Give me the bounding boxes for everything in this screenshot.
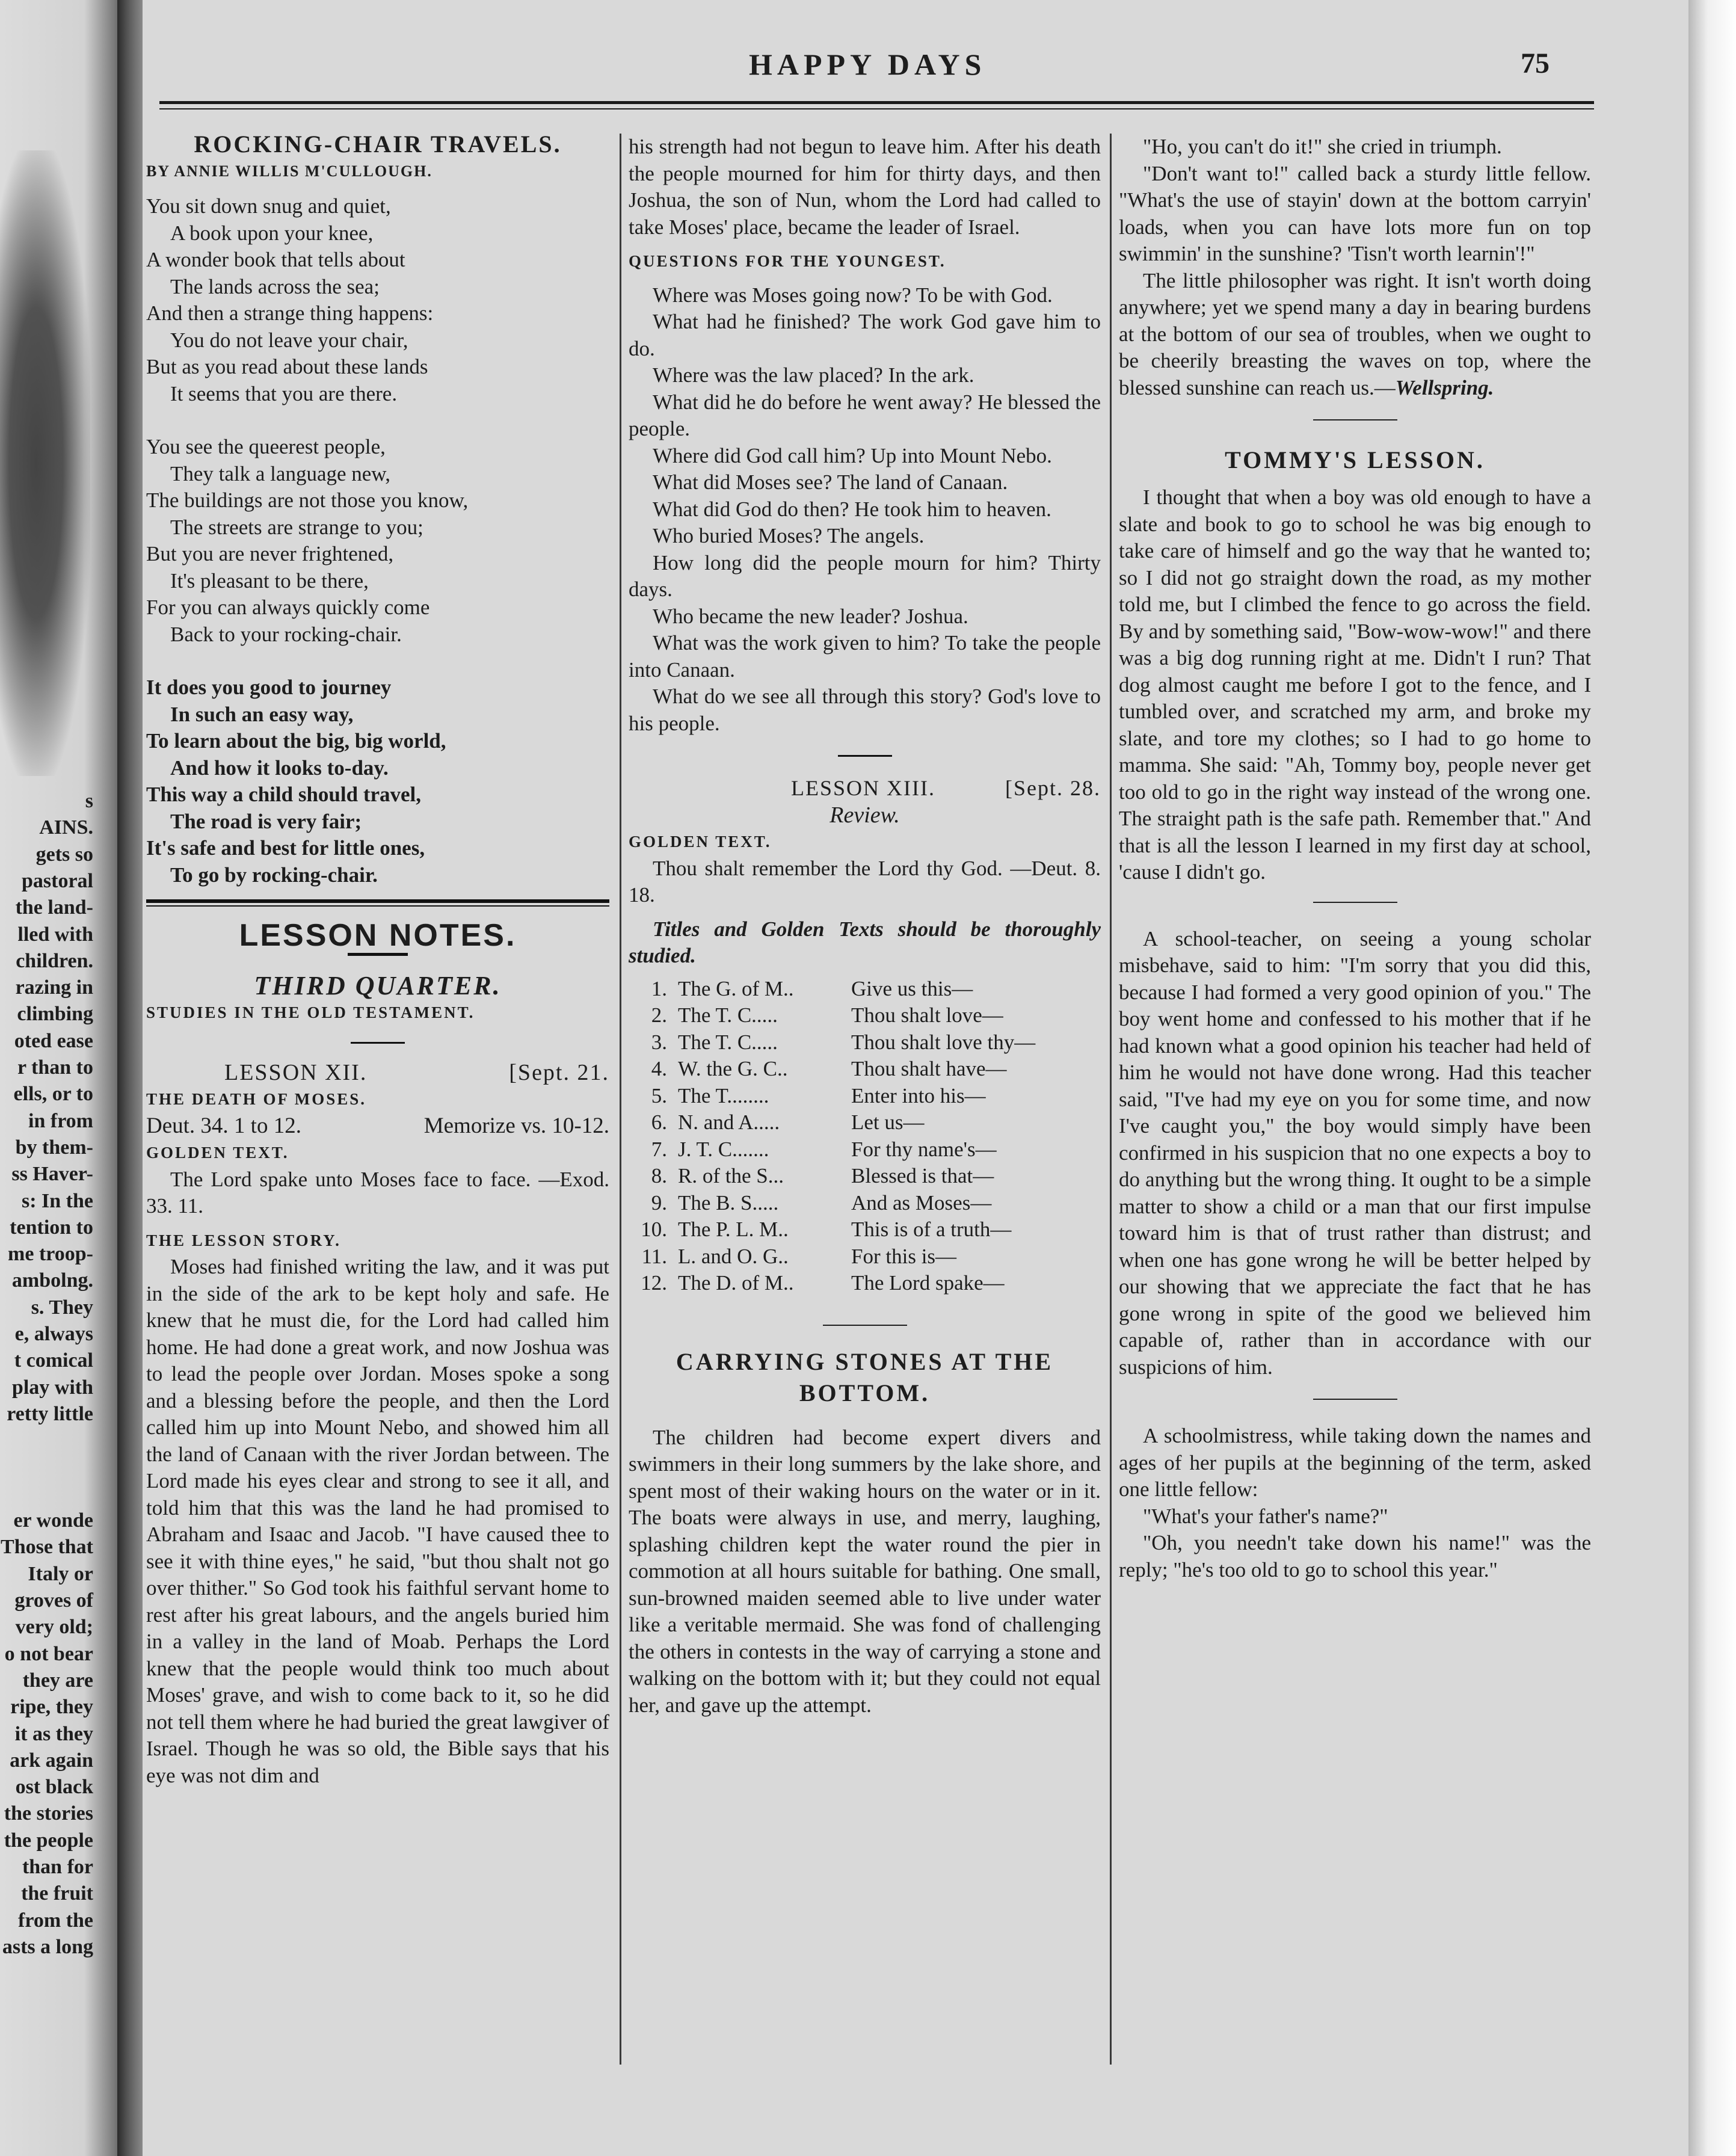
- review-number: 3.: [651, 1030, 667, 1054]
- quarter-heading: THIRD QUARTER.: [254, 970, 502, 1000]
- facing-page-fragment: er wonde: [13, 1509, 93, 1532]
- review-number: 7.: [651, 1137, 667, 1161]
- facing-page-fragment: play with: [11, 1376, 93, 1399]
- header-rule-thin: [159, 108, 1594, 109]
- facing-page-fragment: retty little: [7, 1402, 93, 1425]
- school-teacher-text: A school-teacher, on seeing a young scholar misbehave, said to him: "I'm sorry that you did this, because I had formed a very good opinion of you." The boy went home and confessed to his mother that if he had known what a good opinion his teacher had held of him he would not have done wrong. Had this teacher said, "I've had my eye on you for some time, and now I've caught you," the boy would simply have been confirmed in his suspicion that no one expects a boy to do anything but the wrong thing. It ought to be a simple matter to show a child or a man that our first impulse toward him is that of trust rather than distrust; and when one has gone wrong he will be better helped by our showing that we appreciate the fact that he has gone wrong in spite of the good we believed him capable of, rather than in accordance with our suspicions of him.: [1119, 926, 1591, 1379]
- divider: [1313, 902, 1397, 903]
- poem-line: This way a child should travel,: [146, 783, 422, 806]
- facing-page-fragment: asts a long: [2, 1935, 93, 1958]
- question-item: What do we see all through this story? God's love to his people.: [629, 685, 1101, 735]
- facing-page-fragment: ambolng.: [11, 1269, 93, 1292]
- lesson-reference: Deut. 34. 1 to 12.: [146, 1113, 301, 1138]
- facing-page-fragment: tention to: [10, 1216, 93, 1239]
- review-abbrev: L. and O. G..: [678, 1244, 789, 1268]
- review-abbrev: The D. of M..: [678, 1271, 794, 1295]
- question-item: What had he finished? The work God gave him to do.: [629, 310, 1101, 360]
- review-cue: This is of a truth—: [851, 1218, 1012, 1241]
- page-edge: [1688, 0, 1736, 2156]
- question-item: Who buried Moses? The angels.: [653, 524, 925, 547]
- carrying-stones-moral: The little philosopher was right. It isn't worth doing anywhere; yet we spend many a day in bearing burdens at the bottom of our sea of troubles, when we ought to be cheerily breasting the waves on top, where the blessed sunshine can reach us.—: [1119, 268, 1591, 399]
- poem-byline: BY ANNIE WILLIS M'CULLOUGH.: [146, 162, 432, 180]
- column-rule-2: [1110, 134, 1112, 2065]
- poem-line: In such an easy way,: [170, 702, 354, 726]
- poem-line: Back to your rocking-chair.: [170, 622, 402, 646]
- facing-page-fragment: children.: [16, 949, 93, 972]
- question-item: Where was Moses going now? To be with God.: [653, 283, 1053, 307]
- facing-page-fragment: by them-: [15, 1136, 93, 1159]
- review-item: [629, 1056, 1101, 1083]
- poem-line: To go by rocking-chair.: [170, 863, 378, 887]
- column-3: [1119, 134, 1591, 1583]
- review-item: [629, 1163, 1101, 1190]
- lesson-number: LESSON XII.: [224, 1059, 368, 1085]
- page-number: 75: [1521, 48, 1550, 79]
- poem-line: It does you good to journey: [146, 676, 392, 699]
- review-item: [629, 1216, 1101, 1243]
- poem-line: The streets are strange to you;: [170, 515, 423, 539]
- review-item: [629, 1083, 1101, 1110]
- facing-page-illustration: [0, 150, 90, 776]
- review-cue: Give us this—: [851, 976, 973, 1000]
- facing-page-fragment: pastoral: [22, 869, 93, 892]
- review-item: [629, 1002, 1101, 1029]
- review-item: [629, 976, 1101, 1003]
- poem-stanza: [146, 193, 609, 407]
- running-header: HAPPY DAYS: [749, 48, 987, 81]
- poem-line: But you are never frightened,: [146, 542, 394, 565]
- poem-stanza: [146, 434, 609, 648]
- lesson-story: Moses had finished writing the law, and it was put in the side of the ark to be kept holy and safe. He knew that he must die, for the Lord had called him home. He had done a great work, and now Joshua was to lead the people over Jordan. Moses spoke a song and a blessing before the people, and then the Lord called him up into Mount Nebo, and showed him all the land of Canaan with the river Jordan between. The Lord made his eyes clear and strong to see it all, and told him that this was the land he had promised to Abraham and Isaac and Jacob. "I have caused thee to see it with thine eyes," he said, "but thou shalt not go over thither." So God took his faithful servant home to rest after his great labours, and the angels buried him in a valley in the land of Moab. Perhaps the Lord knew that the people would think too much about Moses' grave, and wish to come back to it, so he did not tell them where he had buried the great lawgiver of Israel. Though he was so old, the Bible says that his eye was not dim and: [146, 1255, 609, 1787]
- poem-line: You see the queerest people,: [146, 435, 386, 458]
- question-item: What did God do then? He took him to heaven.: [653, 497, 1051, 521]
- question-item: Who became the new leader? Joshua.: [653, 604, 968, 628]
- review-abbrev: R. of the S...: [678, 1164, 784, 1187]
- column-rule-1: [620, 134, 621, 2065]
- facing-page-fragment: groves of: [14, 1589, 93, 1612]
- poem-line: The buildings are not those you know,: [146, 488, 469, 512]
- facing-page-fragment: from the: [18, 1909, 93, 1932]
- review-abbrev: The T........: [678, 1083, 769, 1107]
- facing-page-fragment: oted ease: [14, 1029, 93, 1052]
- review-number: 4.: [651, 1057, 667, 1080]
- heading-rule: [348, 953, 408, 956]
- column-1: [146, 131, 609, 1789]
- divider: [351, 1042, 405, 1044]
- golden-text: The Lord spake unto Moses face to face. —Exod. 33. 11.: [146, 1167, 609, 1218]
- golden-text-label: GOLDEN TEXT.: [629, 833, 772, 851]
- poem-line: It's pleasant to be there,: [170, 568, 369, 593]
- facing-page-fragment: climbing: [17, 1003, 93, 1026]
- poem: [146, 193, 609, 889]
- poem-line: It's safe and best for little ones,: [146, 836, 425, 860]
- question-item: Where was the law placed? In the ark.: [653, 363, 974, 387]
- review-cue: The Lord spake—: [851, 1271, 1005, 1295]
- question-item: Where did God call him? Up into Mount Nebo.: [653, 443, 1052, 467]
- facing-page-fragment: Italy or: [28, 1562, 93, 1585]
- facing-page-fragment: s: In the: [21, 1189, 93, 1212]
- review-item: [629, 1190, 1101, 1217]
- review-number: 11.: [641, 1244, 667, 1268]
- golden-text-label: GOLDEN TEXT.: [146, 1144, 289, 1162]
- review-number: 1.: [651, 976, 667, 1000]
- review-cue: For thy name's—: [851, 1137, 997, 1161]
- poem-line: It seems that you are there.: [170, 381, 398, 405]
- question-item: What did he do before he went away? He blessed the people.: [629, 390, 1101, 440]
- review-abbrev: The B. S.....: [678, 1190, 779, 1215]
- memorize-note: Memorize vs. 10-12.: [423, 1113, 609, 1138]
- review-number: 5.: [651, 1083, 667, 1107]
- lesson-reference-line: [146, 1113, 609, 1140]
- review-item: [629, 1029, 1101, 1056]
- poem-line: The road is very fair;: [170, 809, 362, 833]
- source-credit: Wellspring.: [1395, 375, 1494, 399]
- poem-line: You sit down snug and quiet,: [146, 194, 391, 218]
- facing-page-fragment: they are: [22, 1669, 93, 1692]
- facing-page-fragment: in from: [28, 1109, 93, 1132]
- facing-page-fragment: Those that: [1, 1536, 93, 1559]
- review-cue: Thou shalt love thy—: [851, 1030, 1036, 1054]
- carrying-stones-cont-3: [1119, 268, 1591, 402]
- facing-page-strip: [0, 0, 129, 2156]
- facing-page-fragment: s. They: [31, 1296, 93, 1319]
- facing-page-fragment: the fruit: [21, 1882, 93, 1905]
- titles-note: Titles and Golden Texts should be thoroughly studied.: [629, 917, 1101, 967]
- review-heading: Review.: [830, 802, 900, 828]
- review-abbrev: The P. L. M..: [678, 1218, 789, 1241]
- poem-line: But as you read about these lands: [146, 355, 428, 378]
- question-item: How long did the people mourn for him? Thirty days.: [629, 550, 1101, 601]
- facing-page-fragment: me troop-: [8, 1243, 93, 1266]
- facing-page-fragment: very old;: [15, 1616, 93, 1639]
- facing-page-fragment: the land-: [15, 896, 93, 919]
- review-cue: Thou shalt love—: [851, 1003, 1003, 1027]
- review-item: [629, 1136, 1101, 1163]
- carrying-stones-text: The children had become expert divers and swimmers in their long summers by the lake shore, and spent most of their waking hours on the water or in it. The boats were always in use, and merry, laughing, splashing children kept the water round the pier in commotion at all hours suitable for bathing. One small, sun-browned maiden seemed able to live under water like a veritable mermaid. She was fond of challenging the others in contests in the way of carrying a stone and walking on the bottom with it; but they could not equal her, and gave up the attempt.: [629, 1425, 1101, 1717]
- carrying-stones-cont-2: "Don't want to!" called back a sturdy little fellow. "What's the use of stayin' down at the bottom carryin' loads, when you can have lots more fun on top swimmin' in the sunshine? 'Tisn't worth learnin'!": [1119, 161, 1591, 265]
- poem-line: A book upon your knee,: [170, 221, 374, 245]
- section-rule-thin: [146, 905, 609, 907]
- column-2: [629, 134, 1101, 1719]
- review-abbrev: The T. C.....: [678, 1030, 778, 1054]
- carrying-stones-cont-1: "Ho, you can't do it!" she cried in triumph.: [1143, 135, 1502, 158]
- lesson-number: LESSON XIII.: [791, 776, 935, 800]
- facing-page-fragment: t comical: [14, 1349, 93, 1372]
- facing-page-fragment: ripe, they: [10, 1696, 93, 1719]
- facing-page-fragment: lled with: [17, 923, 93, 946]
- facing-page-fragment: ss Haver-: [11, 1163, 93, 1186]
- review-abbrev: N. and A.....: [678, 1110, 780, 1134]
- facing-page-fragment: than for: [22, 1856, 93, 1878]
- review-number: 9.: [651, 1190, 667, 1215]
- header-rule: [159, 101, 1594, 104]
- facing-page-fragment: AINS.: [39, 816, 93, 839]
- review-number: 6.: [651, 1110, 667, 1134]
- facing-page-fragment: gets so: [35, 843, 93, 866]
- poem-title: ROCKING-CHAIR TRAVELS.: [194, 131, 562, 158]
- divider: [1313, 419, 1397, 420]
- page-binding: [117, 0, 143, 2156]
- section-rule: [146, 899, 609, 903]
- review-cue: For this is—: [851, 1244, 957, 1268]
- divider: [838, 755, 892, 757]
- review-item: [629, 1270, 1101, 1297]
- poem-line: The lands across the sea;: [170, 274, 380, 298]
- lesson-date: [Sept. 28.: [1005, 776, 1101, 800]
- poem-line: You do not leave your chair,: [170, 328, 408, 352]
- facing-page-fragment: ost black: [15, 1776, 93, 1799]
- facing-page-fragment: the stories: [4, 1802, 93, 1825]
- facing-page-fragment: ark again: [10, 1749, 93, 1772]
- poem-line: A wonder book that tells about: [146, 248, 405, 271]
- lesson-date: [Sept. 21.: [509, 1059, 609, 1085]
- lesson-story-label: THE LESSON STORY.: [146, 1231, 341, 1249]
- review-cue: Blessed is that—: [851, 1164, 994, 1187]
- schoolmistress-question: "What's your father's name?": [1143, 1504, 1388, 1528]
- divider: [1313, 1399, 1397, 1400]
- review-abbrev: The T. C.....: [678, 1003, 778, 1027]
- schoolmistress-text: A schoolmistress, while taking down the names and ages of her pupils at the beginning of the term, asked one little fellow:: [1119, 1424, 1591, 1501]
- tommy-lesson-title: TOMMY'S LESSON.: [1225, 446, 1485, 473]
- review-number: 10.: [641, 1218, 667, 1241]
- review-abbrev: W. the G. C..: [678, 1057, 788, 1080]
- lesson-notes-heading: LESSON NOTES.: [239, 918, 517, 953]
- question-item: What did Moses see? The land of Canaan.: [653, 470, 1008, 494]
- review-list: [629, 976, 1101, 1297]
- poem-line: For you can always quickly come: [146, 596, 430, 619]
- review-cue: Enter into his—: [851, 1083, 986, 1107]
- poem-line: They talk a language new,: [170, 461, 391, 485]
- review-cue: Thou shalt have—: [851, 1057, 1007, 1080]
- divider: [823, 1325, 907, 1326]
- facing-page-fragment: the people: [4, 1829, 93, 1852]
- review-number: 2.: [651, 1003, 667, 1027]
- golden-text: Thou shalt remember the Lord thy God. —Deut. 8. 18.: [629, 856, 1101, 907]
- facing-page-fragment: it as they: [14, 1722, 93, 1745]
- review-number: 8.: [651, 1164, 667, 1187]
- poem-line: And how it looks to-day.: [170, 756, 389, 780]
- facing-page-fragment: s: [85, 790, 93, 812]
- review-cue: And as Moses—: [851, 1190, 992, 1215]
- lesson-line: [146, 1059, 609, 1086]
- lesson-story-continued: his strength had not begun to leave him. After his death the people mourned for him for thirty days, and then Joshua, the son of Nun, whom the Lord had called to take Moses' place, became the leader of Israel.: [629, 135, 1101, 239]
- review-abbrev: The G. of M..: [678, 976, 794, 1000]
- review-abbrev: J. T. C.......: [678, 1137, 769, 1161]
- lesson-title: THE DEATH OF MOSES.: [146, 1090, 367, 1108]
- questions-label: QUESTIONS FOR THE YOUNGEST.: [629, 252, 946, 270]
- carrying-stones-title: CARRYING STONES AT THE BOTTOM.: [676, 1348, 1054, 1406]
- review-item: [629, 1243, 1101, 1270]
- schoolmistress-answer: "Oh, you needn't take down his name!" was the reply; "he's too old to go to school this year.": [1119, 1531, 1591, 1582]
- poem-line: To learn about the big, big world,: [146, 729, 446, 753]
- question-item: What was the work given to him? To take the people into Canaan.: [629, 631, 1101, 682]
- poem-line: And then a strange thing happens:: [146, 301, 434, 325]
- review-number: 12.: [641, 1271, 667, 1295]
- facing-page-fragment: r than to: [17, 1056, 93, 1079]
- studies-subheading: STUDIES IN THE OLD TESTAMENT.: [146, 1003, 475, 1021]
- tommy-lesson-text: I thought that when a boy was old enough to have a slate and book to go to school he was big enough to take care of himself and go the way that he wanted to; so I did not go straight down the road, as my mother told me, but I climbed the fence to go across the field. By and by something said, "Bow-wow-wow!" and there was a big dog running right at me. Didn't I run? That dog almost caught me before I got to the fence, and I tumbled over, and scratched my arm, and broke my slate, and tore my clothes; so I had to go home to mamma. She said: "Ah, Tommy boy, people never get too old to go in the right way instead of the wrong one. The straight path is the safe path. Remember that." And that is all the lesson I learned in my first day at school, 'cause I didn't go.: [1119, 485, 1591, 884]
- facing-page-fragment: ells, or to: [13, 1083, 93, 1106]
- lesson-line: [629, 775, 1101, 802]
- facing-page-fragment: o not bear: [4, 1642, 93, 1665]
- facing-page-fragment: e, always: [14, 1323, 93, 1345]
- facing-page-fragment: razing in: [15, 976, 93, 999]
- review-item: [629, 1109, 1101, 1136]
- review-cue: Let us—: [851, 1110, 925, 1134]
- questions-list: [629, 282, 1101, 738]
- poem-stanza: [146, 674, 609, 889]
